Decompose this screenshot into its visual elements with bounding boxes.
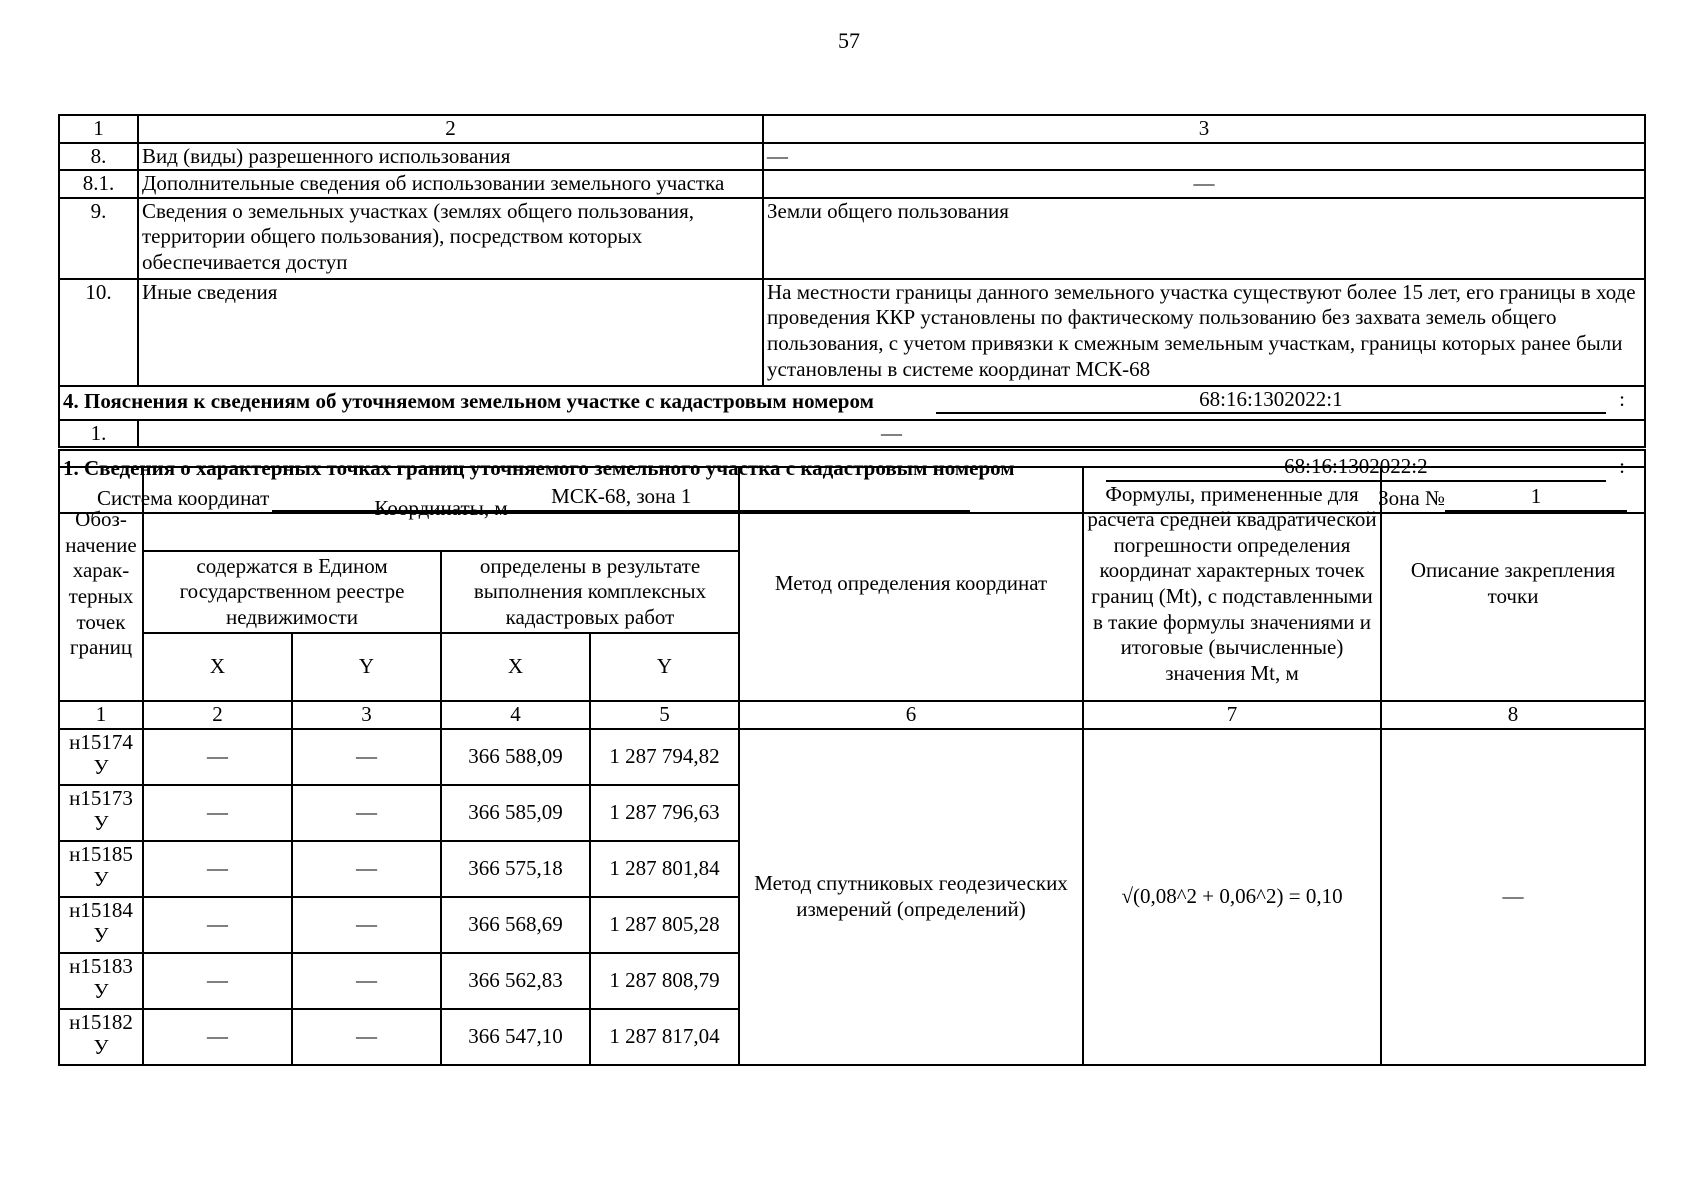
y-egrn: — — [292, 841, 441, 897]
table-header-row — [59, 115, 1645, 143]
point-designation — [59, 841, 143, 897]
coordinate-system-value: МСК-68, зона 1 — [272, 484, 970, 512]
section1-colon: : — [1619, 454, 1625, 479]
parcel-info-table — [58, 114, 1646, 514]
section4-title-cell — [59, 386, 1645, 420]
point-designation — [59, 729, 143, 785]
point-id: н15183 — [69, 953, 133, 978]
table-row — [59, 170, 1645, 198]
kkr-header: определены в результате выполнения комплексных кадастровых работ — [441, 551, 739, 633]
row-value: — — [763, 170, 1645, 198]
y-egrn: — — [292, 1009, 441, 1065]
section1-title: 1. Сведения о характерных точках границ уточняемого земельного участка с кадастровым номером — [63, 456, 1015, 481]
description-value: — — [1381, 729, 1645, 1065]
point-id: н15182 — [69, 1009, 133, 1034]
col-number-2: 2 — [143, 701, 292, 729]
row-label: Дополнительные сведения об использовании земельного участка — [138, 170, 763, 198]
y-egrn-header: Y — [292, 633, 441, 701]
coordinates-header: Координаты, м — [143, 467, 739, 551]
y-egrn: — — [292, 729, 441, 785]
y-egrn: — — [292, 897, 441, 953]
y-egrn: — — [292, 785, 441, 841]
col-number-6: 6 — [739, 701, 1083, 729]
point-id: н15184 — [69, 897, 133, 922]
table-row — [59, 143, 1645, 171]
row-label: Иные сведения — [138, 279, 763, 386]
col-header-2: 2 — [138, 115, 763, 143]
method-header: Метод определения координат — [739, 467, 1083, 701]
y-kkr: 1 287 794,82 — [590, 729, 739, 785]
point-suffix: У — [93, 979, 109, 1004]
col-number-7: 7 — [1083, 701, 1381, 729]
x-kkr: 366 568,69 — [441, 897, 590, 953]
table-row — [59, 420, 1645, 449]
point-id: н15173 — [69, 785, 133, 810]
point-designation — [59, 897, 143, 953]
point-designation — [59, 1009, 143, 1065]
description-header: Описание закрепления точки — [1381, 467, 1645, 701]
x-egrn: — — [143, 841, 292, 897]
zone-label: Зона № — [1378, 486, 1445, 511]
formula-value: √(0,08^2 + 0,06^2) = 0,10 — [1083, 729, 1381, 1065]
boundary-points-table — [58, 466, 1646, 1066]
col-number-5: 5 — [590, 701, 739, 729]
row-value: — — [763, 143, 1645, 171]
row-number: 10. — [59, 279, 138, 386]
point-suffix: У — [93, 811, 109, 836]
table-row — [59, 729, 1645, 785]
point-id: н15174 — [69, 729, 133, 754]
col-number-1: 1 — [59, 701, 143, 729]
x-kkr: 366 562,83 — [441, 953, 590, 1009]
y-kkr-header: Y — [590, 633, 739, 701]
x-egrn: — — [143, 785, 292, 841]
point-designation — [59, 785, 143, 841]
row-number: 1. — [59, 420, 138, 449]
x-egrn: — — [143, 1009, 292, 1065]
y-kkr: 1 287 801,84 — [590, 841, 739, 897]
header-row-1 — [59, 467, 1645, 551]
col-header-1: 1 — [59, 115, 138, 143]
section4-colon: : — [1619, 386, 1625, 411]
row-value: На местности границы данного земельного участка существуют более 15 лет, его границы в ходе проведения ККР установлены по фактическому пользованию без захвата земель общего пользования, с учетом привязки к смежным земельным участкам, границы которых ранее были установлены в системе координат МСК-68 — [763, 279, 1645, 386]
page-number: 57 — [838, 28, 860, 53]
x-kkr: 366 585,09 — [441, 785, 590, 841]
point-designation — [59, 953, 143, 1009]
x-kkr-header: X — [441, 633, 590, 701]
row-label: Вид (виды) разрешенного использования — [138, 143, 763, 171]
x-kkr: 366 575,18 — [441, 841, 590, 897]
zone-value: 1 — [1445, 484, 1627, 512]
point-suffix: У — [93, 755, 109, 780]
column-number-row — [59, 701, 1645, 729]
x-egrn-header: X — [143, 633, 292, 701]
row-value: Земли общего пользования — [763, 198, 1645, 279]
coordinate-system-label: Система координат — [97, 486, 270, 511]
y-egrn: — — [292, 953, 441, 1009]
egrn-header: содержатся в Едином государственном реестре недвижимости — [143, 551, 441, 633]
y-kkr: 1 287 805,28 — [590, 897, 739, 953]
table-row — [59, 279, 1645, 386]
row-number: 8. — [59, 143, 138, 171]
table-row — [59, 198, 1645, 279]
method-value: Метод спутниковых геодезических измерений (определений) — [739, 729, 1083, 1065]
row-label: Сведения о земельных участках (землях общего пользования, территории общего пользования), посредством которых обеспечивается доступ — [138, 198, 763, 279]
x-kkr: 366 547,10 — [441, 1009, 590, 1065]
section4-title: 4. Пояснения к сведениям об уточняемом земельном участке с кадастровым номером — [63, 388, 874, 413]
y-kkr: 1 287 796,63 — [590, 785, 739, 841]
x-egrn: — — [143, 729, 292, 785]
point-suffix: У — [93, 923, 109, 948]
row-value: — — [138, 420, 1645, 449]
point-suffix: У — [93, 1035, 109, 1060]
x-egrn: — — [143, 953, 292, 1009]
row-number: 8.1. — [59, 170, 138, 198]
section4-title-row — [59, 386, 1645, 420]
formulas-header: Формулы, примененные для расчета средней квадратической погрешности определения координат характерных точек границ (Mt), с подставленными в такие формулы значениями и итоговые (вычисленные) значения Mt, м — [1083, 467, 1381, 701]
row-number: 9. — [59, 198, 138, 279]
col-number-4: 4 — [441, 701, 590, 729]
col-number-3: 3 — [292, 701, 441, 729]
point-id: н15185 — [69, 841, 133, 866]
section4-cadastral-number: 68:16:1302022:1 — [936, 387, 1606, 415]
x-egrn: — — [143, 897, 292, 953]
y-kkr: 1 287 808,79 — [590, 953, 739, 1009]
section1-cadastral-number: 68:16:1302022:2 — [1106, 454, 1606, 482]
y-kkr: 1 287 817,04 — [590, 1009, 739, 1065]
point-suffix: У — [93, 867, 109, 892]
x-kkr: 366 588,09 — [441, 729, 590, 785]
col-header-3: 3 — [763, 115, 1645, 143]
designation-header: Обоз-начение харак-терных точек границ — [59, 467, 143, 701]
col-number-8: 8 — [1381, 701, 1645, 729]
